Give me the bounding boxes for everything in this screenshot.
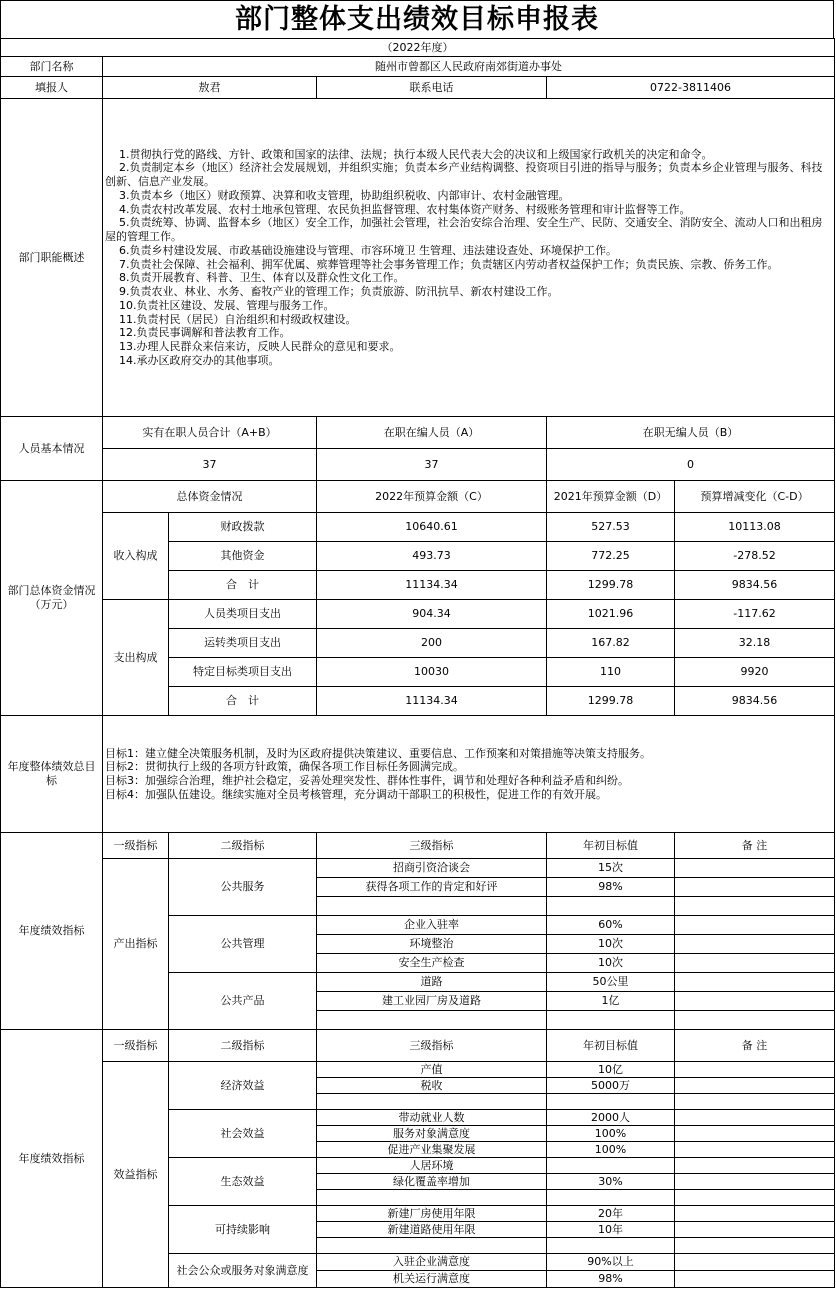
perf1-target: 50公里 (547, 973, 675, 992)
expense-cd: -117.62 (675, 600, 835, 629)
function-item: 10.负责社区建设、发展、管理与服务工作。 (119, 298, 335, 312)
perf2-note (675, 1110, 835, 1126)
dept-label: 部门名称 (1, 57, 103, 77)
income-total-d: 1299.78 (547, 571, 675, 600)
perf2-indicator: 新建厂房使用年限 (317, 1206, 547, 1222)
perf1-note (675, 859, 835, 878)
perf2-note (675, 1271, 835, 1288)
perf2-target: 100% (547, 1126, 675, 1142)
perf1-indicator: 建工业园厂房及道路 (317, 992, 547, 1011)
perf1-header-l2: 二级指标 (169, 833, 317, 859)
perf2-indicator: 新建道路使用年限 (317, 1222, 547, 1238)
perf1-indicator: 安全生产检查 (317, 954, 547, 973)
goal-item: 目标3：加强综合治理，维护社会稳定，妥善处理突发性、群体性事件，调节和处理好各种利益矛盾和纠纷。 (105, 774, 629, 787)
function-item: 11.负责村民（居民）自治组织和村级政权建设。 (119, 312, 357, 326)
perf1-note (675, 992, 835, 1011)
perf2-target: 10亿 (547, 1062, 675, 1078)
perf2-note (675, 1158, 835, 1174)
perf2-indicator: 促进产业集聚发展 (317, 1142, 547, 1158)
perf2-note (675, 1222, 835, 1238)
perf2-target (547, 1094, 675, 1110)
perf2-target: 5000万 (547, 1078, 675, 1094)
funds-label: 部门总体资金情况（万元） (1, 481, 103, 716)
expense-label: 支出构成 (103, 600, 169, 716)
funds-header: 总体资金情况 (103, 481, 317, 513)
function-item: 6.负责乡村建设发展、市政基础设施建设与管理、市容环境卫 生管理、违法建设查处、环境保护工作。 (119, 243, 617, 257)
perf1-target: 15次 (547, 859, 675, 878)
function-item: 9.负责农业、林业、水务、畜牧产业的管理工作；负责旅游、防汛抗旱、新农村建设工作。 (119, 285, 559, 298)
staff-total: 37 (103, 449, 317, 481)
perf1-target (547, 897, 675, 916)
perf2-level1: 效益指标 (103, 1062, 169, 1288)
perf1-target: 10次 (547, 935, 675, 954)
phone-label: 联系电话 (317, 77, 547, 99)
perf2-indicator: 入驻企业满意度 (317, 1254, 547, 1271)
perf1-level2: 公共产品 (169, 973, 317, 1030)
staff-header-a: 在职在编人员（A） (317, 417, 547, 449)
perf1-indicator: 环境整治 (317, 935, 547, 954)
expense-total-d: 1299.78 (547, 687, 675, 716)
perf1-note (675, 954, 835, 973)
perf2-level2: 社会公众或服务对象满意度 (169, 1254, 317, 1288)
perf2-note (675, 1206, 835, 1222)
perf2-target: 10年 (547, 1222, 675, 1238)
perf1-target (547, 1011, 675, 1030)
perf2-note (675, 1062, 835, 1078)
expense-name: 运转类项目支出 (169, 629, 317, 658)
perf1-indicator: 招商引资洽谈会 (317, 859, 547, 878)
perf2-note (675, 1254, 835, 1271)
function-item: 14.承办区政府交办的其他事项。 (119, 353, 280, 367)
staff-label: 人员基本情况 (1, 417, 103, 481)
functions-cell (103, 99, 835, 417)
perf2-note (675, 1078, 835, 1094)
perf1-note (675, 973, 835, 992)
perf2-note (675, 1174, 835, 1190)
perf2-level2: 生态效益 (169, 1158, 317, 1206)
income-name: 财政拨款 (169, 513, 317, 542)
perf2-level2: 社会效益 (169, 1110, 317, 1158)
income-cd: 10113.08 (675, 513, 835, 542)
income-c: 493.73 (317, 542, 547, 571)
perf2-header-l1: 一级指标 (103, 1030, 169, 1062)
filler-label: 填报人 (1, 77, 103, 99)
perf1-note (675, 897, 835, 916)
goal-item: 目标2：贯彻执行上级的各项方针政策，确保各项工作目标任务圆满完成。 (105, 760, 464, 774)
perf2-indicator (317, 1190, 547, 1206)
perf2-indicator: 机关运行满意度 (317, 1271, 547, 1288)
year-label: （2022年度） (1, 39, 835, 57)
expense-total-c: 11134.34 (317, 687, 547, 716)
expense-d: 167.82 (547, 629, 675, 658)
perf2-target: 100% (547, 1142, 675, 1158)
income-d: 527.53 (547, 513, 675, 542)
perf1-header-target: 年初目标值 (547, 833, 675, 859)
perf2-target: 20年 (547, 1206, 675, 1222)
perf2-indicator: 产值 (317, 1062, 547, 1078)
perf2-indicator: 人居环境 (317, 1158, 547, 1174)
perf2-target: 90%以上 (547, 1254, 675, 1271)
perf1-header-l1: 一级指标 (103, 833, 169, 859)
perf1-label: 年度绩效指标 (1, 833, 103, 1030)
expense-total-name: 合 计 (169, 687, 317, 716)
perf2-level2: 经济效益 (169, 1062, 317, 1110)
perf1-note (675, 916, 835, 935)
perf2-target (547, 1238, 675, 1254)
function-item: 13.办理人民群众来信来访，反映人民群众的意见和要求。 (119, 340, 401, 353)
income-total-c: 11134.34 (317, 571, 547, 600)
functions-list (105, 148, 832, 368)
staff-b: 0 (547, 449, 835, 481)
perf2-target: 2000人 (547, 1110, 675, 1126)
goal-item: 目标1：建立健全决策服务机制，及时为区政府提供决策建议、重要信息、工作预案和对策措施等决策支持服务。 (105, 746, 651, 760)
function-item: 3.负责本乡（地区）财政预算、决算和收支管理，协助组织税收、内部审计、农村金融管理。 (119, 188, 570, 202)
perf1-note (675, 935, 835, 954)
function-item: 1.贯彻执行党的路线、方针、政策和国家的法律、法规；执行本级人民代表大会的决议和上级国家行政机关的决定和命令。 (119, 147, 713, 161)
expense-total-cd: 9834.56 (675, 687, 835, 716)
form-table (0, 38, 835, 1288)
expense-name: 人员类项目支出 (169, 600, 317, 629)
perf1-header-note: 备 注 (675, 833, 835, 859)
perf2-label: 年度绩效指标 (1, 1030, 103, 1288)
expense-c: 10030 (317, 658, 547, 687)
perf2-target (547, 1158, 675, 1174)
expense-c: 904.34 (317, 600, 547, 629)
dept-value: 随州市曾都区人民政府南郊街道办事处 (103, 57, 835, 77)
function-item: 12.负责民事调解和普法教育工作。 (119, 326, 291, 340)
perf2-level2: 可持续影响 (169, 1206, 317, 1254)
staff-header-b: 在职无编人员（B） (547, 417, 835, 449)
perf2-indicator: 绿化覆盖率增加 (317, 1174, 547, 1190)
goals-list (105, 747, 832, 802)
expense-cd: 32.18 (675, 629, 835, 658)
filler-value: 敖君 (103, 77, 317, 99)
funds-header-d: 2021年预算金额（D） (547, 481, 675, 513)
income-cd: -278.52 (675, 542, 835, 571)
function-item: 7.负责社会保障、社会福利、拥军优属、殡葬管理等社会事务管理工作；负责辖区内劳动者权益保护工作；负责民族、宗教、侨务工作。 (119, 257, 779, 271)
perf1-target: 10次 (547, 954, 675, 973)
income-name: 其他资金 (169, 542, 317, 571)
expense-name: 特定目标类项目支出 (169, 658, 317, 687)
perf1-indicator (317, 897, 547, 916)
perf2-header-target: 年初目标值 (547, 1030, 675, 1062)
perf1-target: 1亿 (547, 992, 675, 1011)
function-item: 5.负责统筹、协调、监督本乡（地区）安全工作，加强社会管理，社会治安综合治理、安全生产、民防、交通安全、消防安全、流动人口和出租房屋的管理工作。 (105, 216, 823, 243)
perf1-header-l3: 三级指标 (317, 833, 547, 859)
perf2-note (675, 1126, 835, 1142)
perf2-header-note: 备 注 (675, 1030, 835, 1062)
perf2-header-l3: 三级指标 (317, 1030, 547, 1062)
income-label: 收入构成 (103, 513, 169, 600)
function-item: 2.负责制定本乡（地区）经济社会发展规划，并组织实施；负责本乡产业结构调整、投资项目引进的指导与服务；负责本乡企业管理与服务、科技创新、信息产业发展。 (105, 161, 823, 188)
perf2-target (547, 1190, 675, 1206)
income-total-cd: 9834.56 (675, 571, 835, 600)
perf2-indicator: 带动就业人数 (317, 1110, 547, 1126)
perf2-note (675, 1142, 835, 1158)
perf2-indicator: 服务对象满意度 (317, 1126, 547, 1142)
goals-label: 年度整体绩效总目标 (1, 716, 103, 833)
goal-item: 目标4：加强队伍建设。继续实施对全员考核管理，充分调动干部职工的积极性，促进工作的有效开展。 (105, 787, 607, 801)
goals-cell (103, 716, 835, 833)
perf1-indicator: 企业入驻率 (317, 916, 547, 935)
page-title: 部门整体支出绩效目标申报表 (0, 0, 834, 38)
perf1-target: 98% (547, 878, 675, 897)
perf1-indicator (317, 1011, 547, 1030)
perf1-indicator: 道路 (317, 973, 547, 992)
phone-value: 0722-3811406 (547, 77, 835, 99)
perf2-target: 30% (547, 1174, 675, 1190)
income-d: 772.25 (547, 542, 675, 571)
perf1-note (675, 1011, 835, 1030)
expense-d: 110 (547, 658, 675, 687)
expense-cd: 9920 (675, 658, 835, 687)
expense-d: 1021.96 (547, 600, 675, 629)
perf2-indicator: 税收 (317, 1078, 547, 1094)
perf1-note (675, 878, 835, 897)
income-total-name: 合 计 (169, 571, 317, 600)
perf2-target: 98% (547, 1271, 675, 1288)
perf1-indicator: 获得各项工作的肯定和好评 (317, 878, 547, 897)
perf1-target: 60% (547, 916, 675, 935)
perf1-level1: 产出指标 (103, 859, 169, 1030)
perf2-indicator (317, 1238, 547, 1254)
staff-a: 37 (317, 449, 547, 481)
function-item: 4.负责农村改革发展、农村土地承包管理、农民负担监督管理、农村集体资产财务、村级账务管理和审计监督等工作。 (119, 202, 691, 216)
perf2-note (675, 1094, 835, 1110)
funds-header-cd: 预算增减变化（C-D） (675, 481, 835, 513)
perf2-note (675, 1190, 835, 1206)
income-c: 10640.61 (317, 513, 547, 542)
expense-c: 200 (317, 629, 547, 658)
perf1-level2: 公共服务 (169, 859, 317, 916)
perf2-note (675, 1238, 835, 1254)
perf2-indicator (317, 1094, 547, 1110)
perf2-header-l2: 二级指标 (169, 1030, 317, 1062)
perf1-level2: 公共管理 (169, 916, 317, 973)
function-item: 8.负责开展教育、科普、卫生、体育以及群众性文化工作。 (119, 271, 405, 285)
staff-header-total: 实有在职人员合计（A+B） (103, 417, 317, 449)
functions-label: 部门职能概述 (1, 99, 103, 417)
funds-header-c: 2022年预算金额（C） (317, 481, 547, 513)
